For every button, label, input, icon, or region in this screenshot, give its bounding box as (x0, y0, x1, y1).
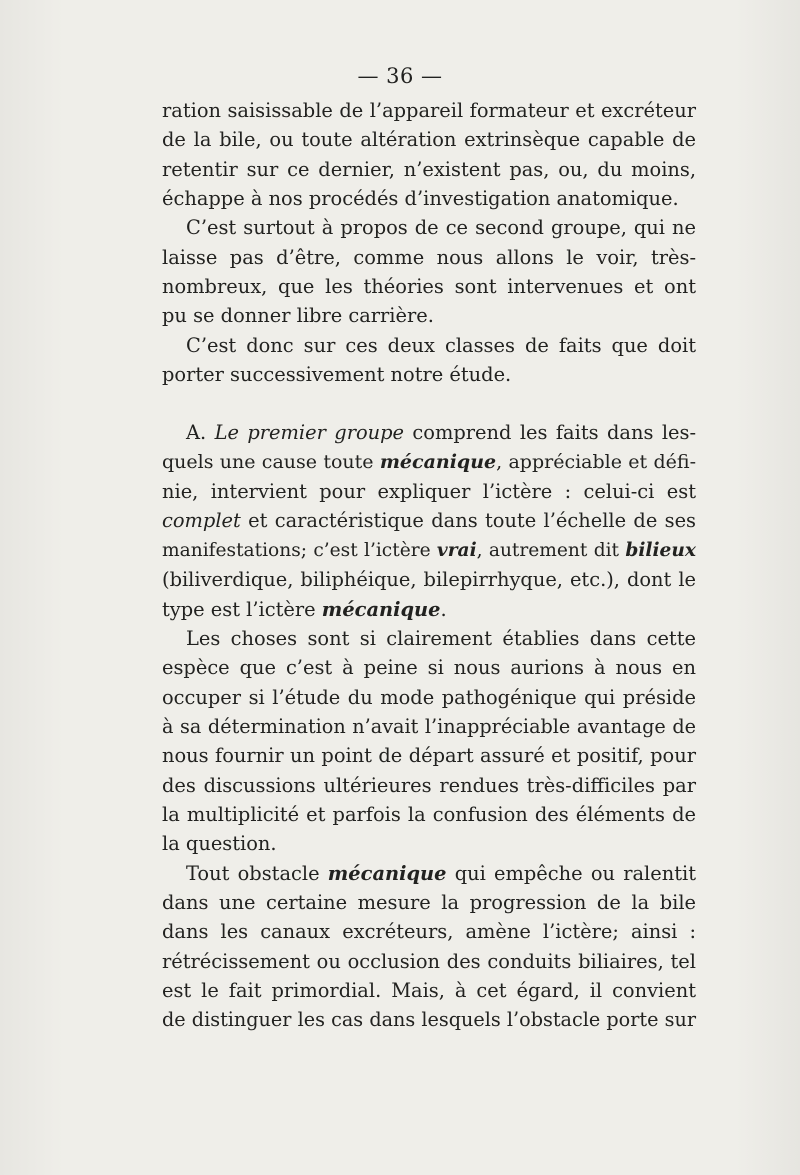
paragraph-gap (162, 389, 696, 418)
text-line (162, 595, 696, 624)
text-span: . (440, 597, 447, 621)
italic-text: mécanique (379, 450, 497, 473)
text-line: des discussions ultérieures rendues très-difficiles par (162, 773, 696, 797)
italic-text: Le premier groupe (214, 421, 405, 445)
text-span: et caractéristique dans toute l’échelle de ses (240, 509, 696, 533)
body-text (162, 96, 696, 1035)
text-line (162, 418, 696, 447)
text-line: est le fait primordial. Mais, à cet égard, il convient (162, 978, 696, 1002)
italic-text: vrai (436, 539, 477, 561)
text-line (162, 859, 696, 888)
text-line: dans les canaux excréteurs, amène l’ictère; ainsi : (162, 920, 696, 944)
text-line: pu se donner libre carrière. (162, 304, 434, 328)
italic-text: mécanique (321, 597, 441, 621)
text-span: Tout obstacle (186, 861, 328, 885)
text-line: de distinguer les cas dans lesquels l’obstacle porte sur (162, 1008, 696, 1032)
text-span: , appréciable et défi- (496, 450, 696, 473)
text-line: nous fournir un point de départ assuré et positif, pour (162, 744, 696, 768)
text-line: retentir sur ce dernier, n’existent pas, ou, du moins, (162, 157, 696, 181)
text-span: manifestations; c’est l’ictère (162, 539, 437, 561)
text-line (162, 536, 696, 565)
section-letter: A. (186, 421, 207, 445)
text-line (162, 506, 696, 535)
text-line: porter successivement notre étude. (162, 363, 512, 387)
text-line: nombreux, que les théories sont intervenues et ont (162, 275, 696, 299)
text-line: (biliverdique, biliphéique, bilepirrhyque, etc.), dont le (162, 568, 696, 592)
text-line: échappe à nos procédés d’investigation anatomique. (162, 187, 679, 211)
text-line: à sa détermination n’avait l’inappréciable avantage de (162, 714, 696, 738)
text-line (162, 448, 696, 477)
italic-text: complet (162, 509, 241, 533)
text-line: ration saisissable de l’appareil formateur et excréteur (162, 99, 696, 122)
text-span: , autrement dit (476, 539, 626, 561)
text-line: nie, intervient pour expliquer l’ictère : celui-ci est (162, 480, 696, 504)
text-span: quels une cause toute (162, 450, 380, 473)
italic-text: mécanique (327, 861, 447, 885)
page-number: — 36 — (357, 64, 443, 88)
text-line: C’est donc sur ces deux classes de faits que doit (186, 333, 696, 357)
text-line: espèce que c’est à peine si nous aurions à nous en (162, 656, 696, 680)
text-line: occuper si l’étude du mode pathogénique qui préside (162, 685, 696, 709)
text-span: qui empêche ou ralentit (446, 861, 697, 885)
text-span: type est l’ictère (162, 597, 322, 621)
text-line: laisse pas d’être, comme nous allons le voir, très- (162, 245, 696, 269)
italic-text: bilieux (625, 539, 696, 561)
text-line: C’est surtout à propos de ce second groupe, qui ne (186, 216, 696, 240)
text-span: comprend les faits dans les- (404, 421, 696, 445)
text-line: Les choses sont si clairement établies dans cette (186, 626, 696, 650)
text-line: dans une certaine mesure la progression de la bile (162, 890, 696, 914)
text-line: la multiplicité et parfois la confusion des éléments de (162, 802, 696, 826)
text-line: rétrécissement ou occlusion des conduits biliaires, tel (162, 949, 696, 973)
text-line: de la bile, ou toute altération extrinsèque capable de (162, 128, 696, 152)
text-line: la question. (162, 832, 277, 856)
